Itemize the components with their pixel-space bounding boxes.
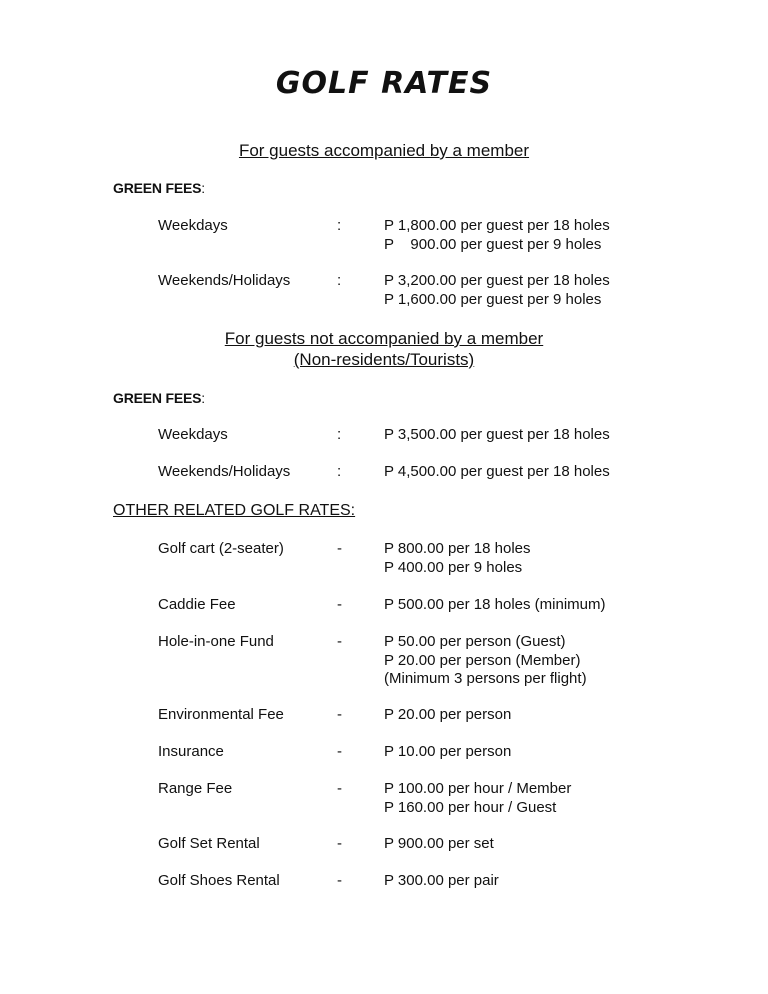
rate-separator: - bbox=[337, 706, 342, 723]
rate-item: Hole-in-one Fund bbox=[158, 633, 274, 650]
rate-value: P 300.00 per pair bbox=[384, 872, 499, 889]
rate-value: P 160.00 per hour / Guest bbox=[384, 798, 557, 816]
rate-value: P 1,800.00 per guest per 18 holes bbox=[384, 217, 610, 234]
rate-item: Golf cart (2-seater) bbox=[158, 540, 284, 557]
rate-value: P 3,200.00 per guest per 18 holes bbox=[384, 272, 610, 289]
rate-value: P 400.00 per 9 holes bbox=[384, 558, 523, 576]
rate-separator: - bbox=[337, 743, 342, 760]
rate-separator: - bbox=[337, 540, 342, 557]
rate-values bbox=[384, 706, 511, 725]
rate-values bbox=[384, 780, 571, 817]
rate-values bbox=[384, 835, 494, 854]
rate-value: P 500.00 per 18 holes (minimum) bbox=[384, 596, 606, 613]
rate-value: P 1,600.00 per guest per 9 holes bbox=[384, 290, 602, 308]
rate-value: P 20.00 per person bbox=[384, 706, 512, 723]
page-title: GOLF RATES bbox=[275, 66, 493, 101]
rate-item: Golf Set Rental bbox=[158, 835, 260, 852]
green-fees-label-text: GREEN FEES bbox=[113, 180, 202, 196]
rate-separator: - bbox=[337, 780, 342, 797]
rate-values bbox=[384, 272, 610, 309]
rate-values bbox=[384, 217, 610, 254]
green-fees-label-colon: : bbox=[201, 390, 205, 406]
rate-item: Insurance bbox=[158, 743, 224, 760]
rate-values bbox=[384, 872, 499, 891]
rate-value: P 800.00 per 18 holes bbox=[384, 540, 531, 557]
rate-value: P 4,500.00 per guest per 18 holes bbox=[384, 463, 610, 480]
rate-separator: : bbox=[337, 217, 342, 234]
rate-separator: : bbox=[337, 272, 342, 289]
green-fees-label bbox=[113, 390, 205, 406]
rate-separator: - bbox=[337, 872, 342, 889]
rate-item: Weekdays bbox=[158, 426, 228, 443]
rate-item: Weekends/Holidays bbox=[158, 463, 291, 480]
section-heading-not-accompanied: For guests not accompanied by a member bbox=[224, 329, 544, 348]
rate-value: P 900.00 per guest per 9 holes bbox=[384, 235, 602, 253]
rate-item: Weekends/Holidays bbox=[158, 272, 291, 289]
rate-item: Environmental Fee bbox=[158, 706, 284, 723]
rate-separator: - bbox=[337, 596, 342, 613]
green-fees-label-text: GREEN FEES bbox=[113, 390, 202, 406]
rate-value: P 3,500.00 per guest per 18 holes bbox=[384, 426, 610, 443]
rate-separator: - bbox=[337, 633, 342, 650]
green-fees-label-colon: : bbox=[201, 180, 205, 196]
rate-values bbox=[384, 426, 610, 445]
rate-value: (Minimum 3 persons per flight) bbox=[384, 670, 587, 687]
rate-values bbox=[384, 463, 610, 482]
green-fees-label bbox=[113, 180, 205, 196]
rate-separator: : bbox=[337, 426, 342, 443]
rate-item: Weekdays bbox=[158, 217, 228, 234]
rate-values bbox=[384, 633, 587, 689]
rate-item: Caddie Fee bbox=[158, 596, 236, 613]
rate-values bbox=[384, 540, 531, 577]
rate-value: P 100.00 per hour / Member bbox=[384, 780, 572, 797]
rate-item: Golf Shoes Rental bbox=[158, 872, 280, 889]
rate-item: Range Fee bbox=[158, 780, 233, 797]
rate-values bbox=[384, 596, 606, 615]
other-rates-heading: OTHER RELATED GOLF RATES: bbox=[113, 502, 356, 519]
rate-value: P 900.00 per set bbox=[384, 835, 494, 852]
rate-separator: : bbox=[337, 463, 342, 480]
section-subheading-non-residents: (Non-residents/Tourists) bbox=[293, 350, 475, 369]
rate-value: P 10.00 per person bbox=[384, 743, 512, 760]
rate-separator: - bbox=[337, 835, 342, 852]
rate-values bbox=[384, 743, 511, 762]
rate-value: P 50.00 per person (Guest) bbox=[384, 633, 566, 650]
rate-value: P 20.00 per person (Member) bbox=[384, 651, 581, 669]
section-heading-accompanied: For guests accompanied by a member bbox=[238, 141, 530, 160]
